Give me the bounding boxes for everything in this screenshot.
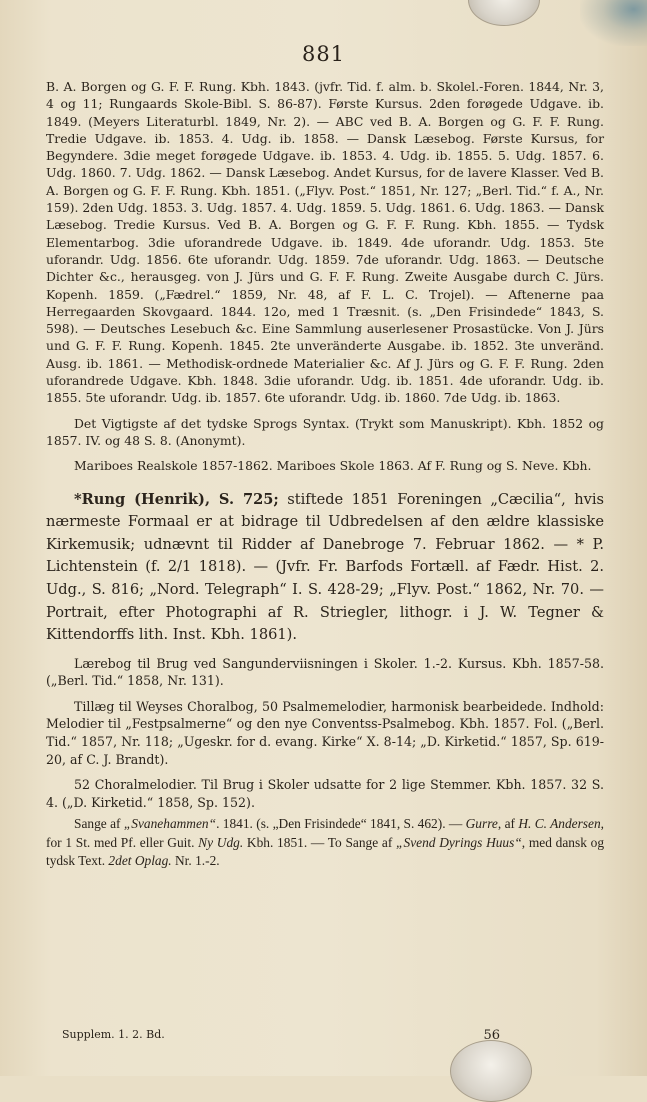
page-number: 881: [301, 42, 346, 66]
entry-heading: *Rung (Henrik), S. 725;: [74, 490, 279, 508]
corner-stain: [580, 0, 647, 46]
text-span: , af: [497, 816, 519, 832]
text-span: , med dansk og tydsk Text.: [46, 834, 605, 868]
text-span: Kbh. 1851. — To Sange af: [243, 834, 397, 850]
paragraph-syntax: Det Vigtigste af det tydske Sprogs Syntax. (Trykt som Manuskript). Kbh. 1852 og 1857. IV. og 48 S. 8. (Anonymt).: [46, 415, 604, 448]
edition-note: Ny Udg.: [198, 834, 244, 850]
edition-note: 2det Oplag.: [108, 852, 172, 868]
page-footer: [62, 1028, 562, 1043]
paragraph-sange: [46, 815, 604, 870]
punch-hole-bottom: [450, 1040, 532, 1102]
entry-text: stiftede 1851 Foreningen „Cæcilia“, hvis nærmeste Formaal er at bidrage til Udbredelsen af den ældre klassiske Kirkemusik; udnævnt til Ridder af Danebroge 7. Februar 1862. — * P. Lichtenstein (f. 2/1 1818). — (Jvfr. Fr. Barfods Fortæll. af Fædr. Hist. 2. Udg., S. 816; „Nord. Telegraph“ I. S. 428-29; „Flyv. Post.“ 1862, Nr. 70. — Portrait, efter Photographi af R. Striegler, lithogr. i J. W. Tegner & Kittendorffs lith. Inst. Kbh. 1861).: [46, 490, 605, 644]
paragraph-choralmelodier: 52 Choralmelodier. Til Brug i Skoler udsatte for 2 lige Stemmer. Kbh. 1857. 32 S. 4. („D. Kirketid.“ 1858, Sp. 152).: [46, 777, 604, 810]
punch-hole-top: [468, 0, 540, 26]
paragraph-borgen-rung: B. A. Borgen og G. F. F. Rung. Kbh. 1843. (jvfr. Tid. f. alm. b. Skolel.-Foren. 1844, Nr. 3, 4 og 11; Rungaards Skole-Bibl. S. 86-87). Første Kursus. 2den forøgede Udgave. ib. 1849. (Meyers Literaturbl. 1849, Nr. 2). — ABC ved B. A. Borgen og G. F. F. Rung. Tredie Udgave. ib. 1853. 4. Udg. ib. 1858. — Dansk Læsebog. Første Kursus, for Begyndere. 3die meget forøgede Udgave. ib. 1853. 4. Udg. ib. 1855. 5. Udg. 1857. 6. Udg. 1860. 7. Udg. 1862. — Dansk Læsebog. Andet Kursus, for de lavere Klasser. Ved B. A. Borgen og G. F. F. Rung. Kbh. 1851. („Flyv. Post.“ 1851, Nr. 127; „Berl. Tid.“ f. A., Nr. 159). 2den Udg. 1853. 3. Udg. 1857. 4. Udg. 1859. 5. Udg. 1861. 6. Udg. 1863. — Dansk Læsebog. Tredie Kursus. Ved B. A. Borgen og G. F. F. Rung. Kbh. 1855. — Tydsk Elementarbog. 3die uforandrede Udgave. ib. 1849. 4de uforandr. Udg. 1853. 5te uforandr. Udg. 1856. 6te uforandr. Udg. 1859. 7de uforandr. Udg. 1863. — Deutsche Dichter &c., herausgeg. von J. Jürs und G. F. F. Rung. Zweite Ausgabe durch C. Jürs. Kopenh. 1859. („Fædrel.“ 1859, Nr. 48, af F. L. C. Trojel). — Aftenerne paa Herregaarden Skovgaard. 1844. 12o, med 1 Træsnit. (s. „Den Frisindede“ 1843, S. 598). — Deutsches Lesebuch &c. Eine Sammlung auserlesener Prosastücke. Von J. Jürs und G. F. F. Rung. Kopenh. 1845. 2te unveränderte Ausgabe. ib. 1852. 3te unveränd. Ausg. ib. 1861. — Methodisk-ordnede Materialier &c. Af J. Jürs og G. F. F. Rung. 2den uforandrede Udgave. Kbh. 1848. 3die uforandr. Udg. ib. 1851. 4de uforandr. Udg. ib. 1855. 5te uforandr. Udg. ib. 1857. 6te uforandr. Udg. ib. 1860. 7de Udg. ib. 1863.: [46, 79, 604, 406]
author-name: H. C. Andersen: [518, 816, 601, 832]
paragraph-mariboes: Mariboes Realskole 1857-1862. Mariboes Skole 1863. Af F. Rung og S. Neve. Kbh.: [74, 458, 592, 474]
title-svanehammen: „Svanehammen“: [123, 816, 217, 832]
entry-rung-henrik: [46, 489, 604, 647]
paragraph-laerebog: Lærebog til Brug ved Sangunderviisningen i Skoler. 1.-2. Kursus. Kbh. 1857-58. („Berl. Tid.“ 1858, Nr. 131).: [46, 655, 604, 689]
text-span: Sange af: [74, 816, 124, 832]
title-svend-dyring: „Svend Dyrings Huus“: [396, 834, 522, 850]
paragraph-tillaeg: Tillæg til Weyses Choralbog, 50 Psalmemelodier, harmonisk bearbeidede. Indhold: Melodier til „Festpsalmerne“ og den nye Conventss-Psalmebog. Kbh. 1857. Fol. („Berl. Tid.“ 1857, Nr. 118; „Ugeskr. for d. evang. Kirke“ X. 8-14; „D. Kirketid.“ 1857, Sp. 619-20, af C. J. Brandt).: [46, 698, 604, 767]
signature-mark: Supplem. 1. 2. Bd.: [62, 1028, 165, 1041]
title-gurre: Gurre: [465, 816, 498, 832]
page-body: [46, 78, 604, 870]
text-span: Nr. 1.-2.: [171, 852, 220, 868]
sheet-number: 56: [483, 1028, 500, 1043]
text-span: , for 1 St. med Pf. eller Guit.: [46, 816, 605, 850]
text-span: . 1841. (s. „Den Frisindede“ 1841, S. 462). —: [216, 816, 466, 832]
